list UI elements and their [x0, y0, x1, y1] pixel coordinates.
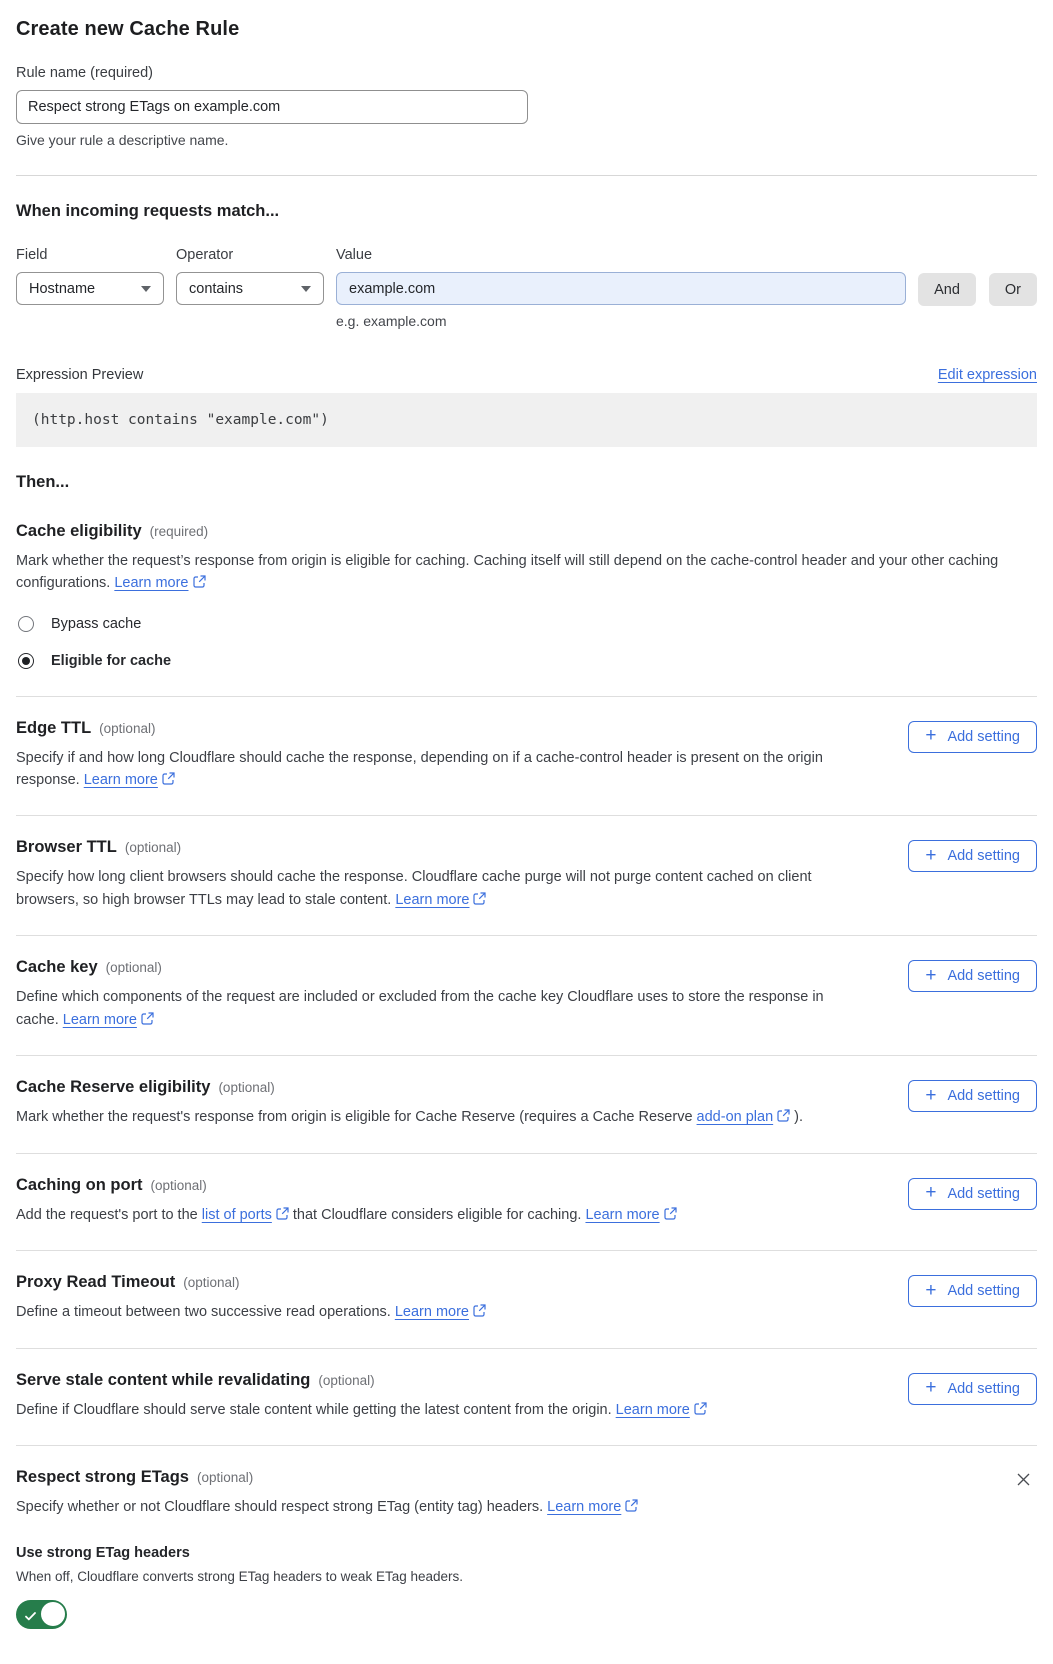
match-heading: When incoming requests match... — [16, 202, 280, 220]
section-title: Caching on port — [16, 1175, 143, 1194]
learn-more-link[interactable]: Learn more — [395, 892, 486, 908]
field-select[interactable] — [16, 272, 164, 305]
radio-label: Bypass cache — [51, 615, 142, 632]
rule-name-input[interactable] — [16, 90, 528, 124]
operator-select-value: contains — [189, 280, 244, 297]
section-description: Specify how long client browsers should cache the response. Cloudflare cache purge will not purge content cached on client browsers, so high browser TTLs may lead to stale content. Learn more — [16, 869, 812, 908]
add-setting-button[interactable]: + Add setting — [908, 1373, 1037, 1405]
optional-settings-list — [16, 696, 1037, 1634]
external-link-icon — [694, 1402, 707, 1415]
use-strong-etag-headers-title: Use strong ETag headers — [16, 1544, 190, 1561]
section-cache-key — [16, 935, 1037, 1055]
optional-badge: (optional) — [99, 720, 156, 736]
add-on-plan-link[interactable]: add-on plan — [697, 1109, 791, 1125]
list-of-ports-link[interactable]: list of ports — [202, 1207, 289, 1223]
learn-more-link[interactable]: Learn more — [616, 1402, 707, 1418]
cache-eligibility-description: Mark whether the request’s response from origin is eligible for caching. Caching itself will still depend on the cache-control header and your other caching configurations. Learn more — [16, 553, 999, 591]
page-title: Create new Cache Rule — [16, 18, 240, 40]
plus-icon: + — [925, 1084, 937, 1106]
plus-icon: + — [925, 964, 937, 986]
external-link-icon — [777, 1109, 790, 1122]
section-description: Define if Cloudflare should serve stale content while getting the latest content from the origin. Learn more — [16, 1399, 707, 1421]
learn-more-link[interactable]: Learn more — [63, 1012, 154, 1028]
and-button[interactable]: And — [918, 273, 976, 306]
learn-more-link[interactable]: Learn more — [547, 1499, 638, 1515]
divider — [16, 175, 1037, 176]
radio-selected-icon — [18, 653, 34, 669]
optional-badge: (optional) — [105, 960, 162, 976]
rule-name-helper: Give your rule a descriptive name. — [16, 132, 229, 148]
then-heading: Then... — [16, 473, 70, 491]
or-button[interactable]: Or — [989, 273, 1037, 306]
plus-icon: + — [925, 1279, 937, 1301]
section-cache-reserve — [16, 1055, 1037, 1152]
chevron-down-icon — [141, 286, 151, 292]
plus-icon: + — [925, 725, 937, 746]
section-title: Respect strong ETags — [16, 1468, 189, 1487]
radio-label: Eligible for cache — [51, 652, 172, 669]
value-column — [336, 247, 906, 329]
external-link-icon — [162, 772, 175, 785]
optional-badge: (optional) — [124, 840, 182, 856]
value-label: Value — [336, 247, 373, 263]
plus-icon: + — [925, 844, 937, 866]
section-serve-stale — [16, 1348, 1037, 1445]
external-link-icon — [276, 1207, 289, 1220]
plus-icon: + — [925, 1377, 937, 1399]
external-link-icon — [625, 1499, 638, 1512]
optional-badge: (optional) — [218, 1080, 275, 1096]
section-description: Specify if and how long Cloudflare should cache the response, depending on if a cache-control header is present on the origin response. Learn more — [16, 749, 823, 788]
optional-badge: (optional) — [183, 1275, 240, 1291]
optional-badge: (optional) — [150, 1177, 207, 1193]
edit-expression-link[interactable]: Edit expression — [937, 367, 1037, 383]
external-link-icon — [473, 892, 486, 905]
section-title: Edge TTL — [16, 718, 92, 737]
section-description: Add the request's port to the list of ports that Cloudflare considers eligible for caching. Learn more — [16, 1204, 677, 1226]
add-setting-button[interactable]: + Add setting — [908, 840, 1037, 872]
value-helper: e.g. example.com — [336, 313, 447, 329]
radio-eligible-for-cache[interactable] — [16, 653, 1037, 669]
expression-preview-label: Expression Preview — [16, 367, 144, 383]
external-link-icon — [473, 1304, 486, 1317]
add-setting-button[interactable]: + Add setting — [908, 1178, 1037, 1210]
expression-preview-row — [16, 367, 1037, 383]
plus-icon: + — [925, 1182, 937, 1204]
optional-badge: (optional) — [318, 1372, 375, 1388]
section-title: Proxy Read Timeout — [16, 1273, 176, 1292]
required-badge: (required) — [149, 524, 209, 539]
field-select-value: Hostname — [29, 280, 96, 297]
close-icon[interactable] — [1012, 1468, 1035, 1494]
operator-label: Operator — [176, 247, 234, 263]
section-description: Define which components of the request are included or excluded from the cache key Cloudflare uses to store the response in cache. Learn more — [16, 989, 824, 1028]
toggle-knob — [41, 1602, 65, 1626]
operator-column — [176, 247, 324, 329]
use-strong-etag-headers-description: When off, Cloudflare converts strong ETag headers to weak ETag headers. — [16, 1568, 464, 1584]
section-title: Cache key — [16, 958, 98, 977]
section-caching-on-port — [16, 1153, 1037, 1250]
external-link-icon — [141, 1012, 154, 1025]
operator-select[interactable] — [176, 272, 324, 305]
cache-eligibility-title: Cache eligibility — [16, 522, 142, 540]
cache-eligibility-title-row — [16, 522, 1037, 541]
section-title: Browser TTL — [16, 838, 117, 857]
add-setting-button[interactable]: + Add setting — [908, 960, 1037, 992]
learn-more-link[interactable]: Learn more — [84, 772, 175, 788]
add-setting-button[interactable]: + Add setting — [908, 721, 1037, 753]
radio-bypass-cache[interactable] — [16, 616, 1037, 632]
section-description: Mark whether the request's response from origin is eligible for Cache Reserve (requires a Cache Reserve add-on plan ). — [16, 1109, 804, 1126]
field-column — [16, 247, 164, 329]
value-input[interactable] — [336, 272, 906, 305]
section-browser-ttl — [16, 815, 1037, 935]
learn-more-link[interactable]: Learn more — [585, 1207, 676, 1223]
chevron-down-icon — [301, 286, 311, 292]
section-description: Specify whether or not Cloudflare should respect strong ETag (entity tag) headers. Learn more — [16, 1496, 638, 1518]
learn-more-link[interactable]: Learn more — [114, 575, 205, 591]
section-description: Define a timeout between two successive read operations. Learn more — [16, 1301, 486, 1323]
expression-code: (http.host contains "example.com") — [16, 393, 1037, 447]
section-edge-ttl — [16, 696, 1037, 816]
match-condition-row — [16, 247, 1037, 329]
add-setting-button[interactable]: + Add setting — [908, 1275, 1037, 1307]
learn-more-link[interactable]: Learn more — [395, 1304, 486, 1320]
check-icon — [25, 1608, 36, 1626]
add-setting-button[interactable]: + Add setting — [908, 1080, 1037, 1112]
section-title: Serve stale content while revalidating — [16, 1370, 311, 1389]
section-respect-strong-etags — [16, 1445, 1037, 1633]
external-link-icon — [664, 1207, 677, 1220]
radio-unselected-icon — [18, 616, 34, 632]
and-or-buttons — [918, 273, 1037, 306]
field-label: Field — [16, 247, 48, 263]
external-link-icon — [193, 575, 206, 588]
section-proxy-read-timeout — [16, 1250, 1037, 1347]
rule-name-label: Rule name (required) — [16, 65, 154, 81]
optional-badge: (optional) — [196, 1470, 254, 1486]
strong-etag-toggle[interactable] — [16, 1600, 67, 1629]
section-title: Cache Reserve eligibility — [16, 1078, 211, 1097]
